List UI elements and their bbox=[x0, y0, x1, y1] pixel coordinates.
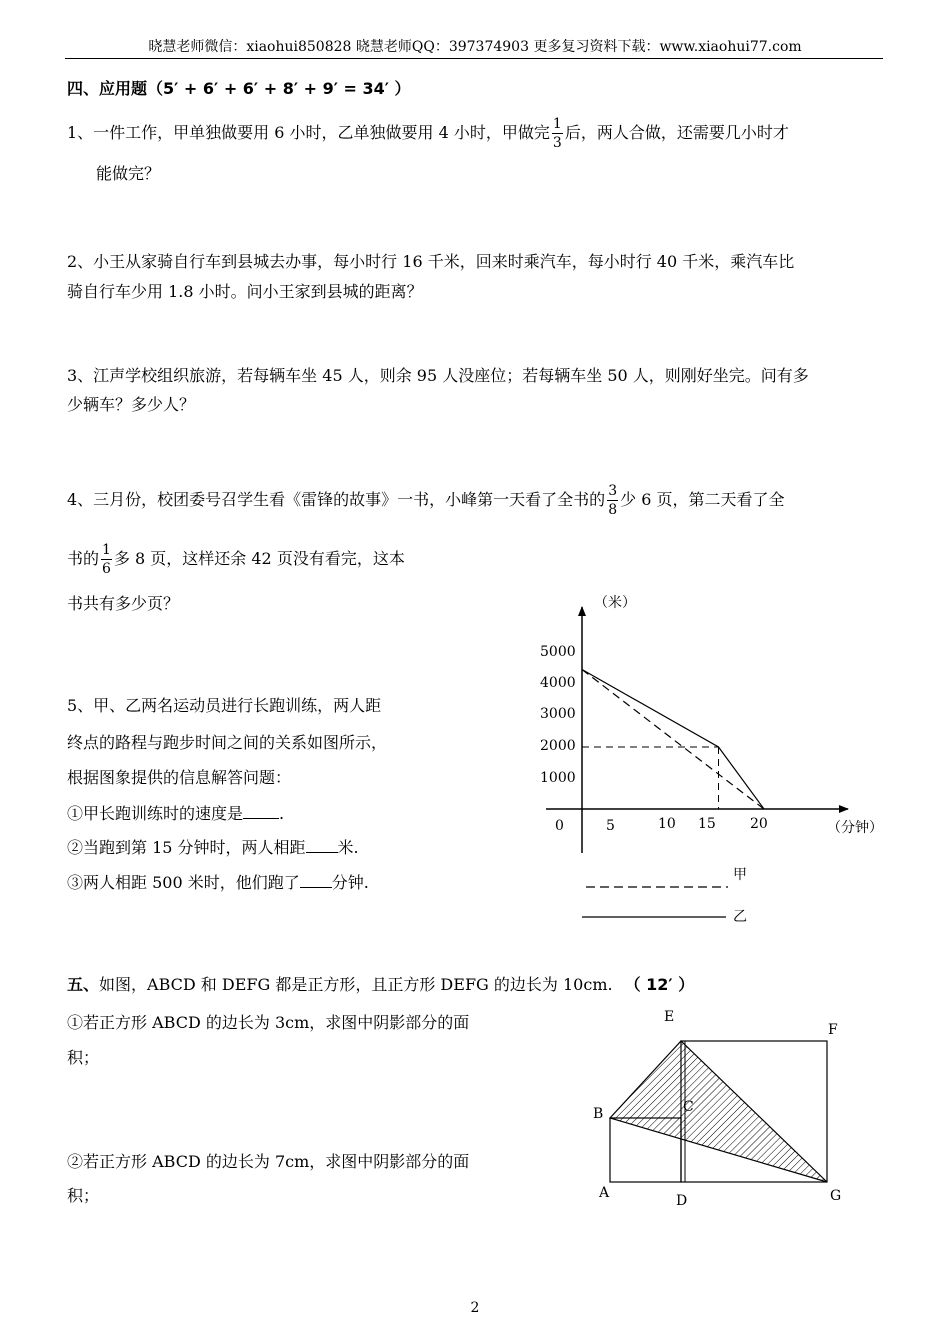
header-divider bbox=[65, 58, 883, 59]
legend-jia-label: 甲 bbox=[733, 867, 747, 883]
y-tick-1000: 1000 bbox=[540, 770, 576, 786]
q4-fraction-2-numerator: 1 bbox=[102, 542, 111, 558]
section-5-text: 如图，ABCD 和 DEFG 都是正方形，且正方形 DEFG 的边长为 10cm. bbox=[99, 975, 613, 994]
section-5-title bbox=[67, 977, 694, 993]
section-5-score: （ 12′ ） bbox=[624, 975, 695, 994]
y-tick-4000: 4000 bbox=[540, 675, 576, 691]
question-4-line2 bbox=[67, 541, 405, 578]
q1-text-b: 后，两人合做，还需要几小时才 bbox=[564, 123, 789, 142]
section-5-number: 五、 bbox=[67, 975, 100, 994]
q1-text-c: 能做完？ bbox=[96, 164, 161, 183]
s5-part2-line2: 积； bbox=[67, 1186, 100, 1205]
q2-line2: 骑自行车少用 1.8 小时。问小王家到县城的距离？ bbox=[67, 282, 423, 301]
q4-text-b: 少 6 页，第二天看了全 bbox=[620, 490, 785, 509]
series-yi-line bbox=[582, 670, 764, 810]
label-G: G bbox=[830, 1188, 842, 1204]
q5-line1: 5、甲、乙两名运动员进行长跑训练，两人距 bbox=[67, 696, 382, 715]
q1-fraction-numerator: 1 bbox=[552, 116, 562, 132]
q5-sub3-end: 分钟. bbox=[331, 873, 369, 892]
label-A: A bbox=[599, 1185, 610, 1201]
x-tick-5: 5 bbox=[606, 818, 615, 834]
section-4-title: 四、应用题（5′ + 6′ + 6′ + 8′ + 9′ = 34′ ） bbox=[67, 79, 411, 98]
label-F: F bbox=[828, 1022, 838, 1038]
label-C: C bbox=[683, 1099, 694, 1115]
q5-sub2-text: ②当跑到第 15 分钟时，两人相距 bbox=[67, 838, 306, 857]
q5-sub2 bbox=[67, 838, 359, 856]
q5-sub3-text: ③两人相距 500 米时，他们跑了 bbox=[67, 873, 300, 892]
q4-fraction-2-denominator: 6 bbox=[102, 561, 111, 577]
q5-sub1 bbox=[67, 804, 284, 822]
label-D: D bbox=[676, 1193, 688, 1209]
series-jia-line bbox=[582, 670, 764, 810]
x-tick-10: 10 bbox=[658, 816, 676, 832]
y-unit-label: （米） bbox=[594, 595, 636, 611]
q5-sub1-text: ①甲长跑训练时的速度是 bbox=[67, 804, 244, 823]
question-1 bbox=[67, 115, 789, 152]
s5-part2-line1: ②若正方形 ABCD 的边长为 7cm，求图中阴影部分的面 bbox=[67, 1152, 470, 1171]
q1-text-a: 1、一件工作，甲单独做要用 6 小时，乙单独做要用 4 小时，甲做完 bbox=[67, 123, 550, 142]
page-header: 晓慧老师微信：xiaohui850828 晓慧老师QQ：397374903 更多复习资料下载：www.xiaohui77.com bbox=[148, 39, 802, 55]
q4-fraction-1 bbox=[607, 482, 618, 519]
y-tick-5000: 5000 bbox=[540, 644, 576, 660]
q4-fraction-1-denominator: 8 bbox=[608, 502, 618, 518]
squares-figure bbox=[585, 1000, 865, 1220]
s5-part1-line1: ①若正方形 ABCD 的边长为 3cm，求图中阴影部分的面 bbox=[67, 1013, 470, 1032]
q5-sub3 bbox=[67, 873, 369, 891]
q4-text-a: 4、三月份，校团委号召学生看《雷锋的故事》一书，小峰第一天看了全书的 bbox=[67, 490, 606, 509]
q4-text-d: 多 8 页，这样还余 42 页没有看完，这本 bbox=[113, 549, 405, 568]
q3-line2: 少辆车？多少人？ bbox=[67, 395, 196, 414]
question-4-line1 bbox=[67, 482, 784, 519]
label-B: B bbox=[593, 1106, 604, 1122]
s5-part1-line2: 积； bbox=[67, 1048, 100, 1067]
distance-time-graph bbox=[520, 585, 900, 930]
x-unit-label: （分钟） bbox=[827, 820, 883, 836]
q4-line3: 书共有多少页？ bbox=[67, 594, 180, 613]
q1-fraction-denominator: 3 bbox=[552, 135, 562, 151]
label-E: E bbox=[664, 1009, 675, 1025]
x-tick-15: 15 bbox=[698, 816, 716, 832]
q2-line1: 2、小王从家骑自行车到县城去办事，每小时行 16 千米，回来时乘汽车，每小时行 40 千米，乘汽车比 bbox=[67, 252, 795, 271]
page-number: 2 bbox=[470, 1300, 480, 1316]
q5-sub3-blank[interactable] bbox=[300, 873, 332, 888]
y-tick-2000: 2000 bbox=[540, 738, 576, 754]
q3-line1: 3、江声学校组织旅游，若每辆车坐 45 人，则余 95 人没座位；若每辆车坐 50 人，则刚好坐完。问有多 bbox=[67, 366, 809, 385]
q4-fraction-1-numerator: 3 bbox=[608, 483, 618, 499]
q1-fraction bbox=[552, 115, 563, 152]
q5-sub2-blank[interactable] bbox=[306, 838, 338, 853]
q5-sub1-end: . bbox=[279, 804, 285, 823]
q5-line2: 终点的路程与跑步时间之间的关系如图所示， bbox=[67, 733, 388, 752]
q5-sub1-blank[interactable] bbox=[243, 804, 279, 819]
q5-sub2-end: 米. bbox=[337, 838, 359, 857]
q5-line3: 根据图象提供的信息解答问题： bbox=[67, 768, 292, 787]
y-tick-3000: 3000 bbox=[540, 706, 576, 722]
q4-text-c: 书的 bbox=[67, 549, 100, 568]
legend-yi-label: 乙 bbox=[733, 909, 747, 925]
x-tick-20: 20 bbox=[750, 816, 768, 832]
q4-fraction-2 bbox=[101, 541, 112, 578]
shaded-triangle bbox=[610, 1041, 827, 1182]
origin-label: 0 bbox=[555, 818, 564, 834]
